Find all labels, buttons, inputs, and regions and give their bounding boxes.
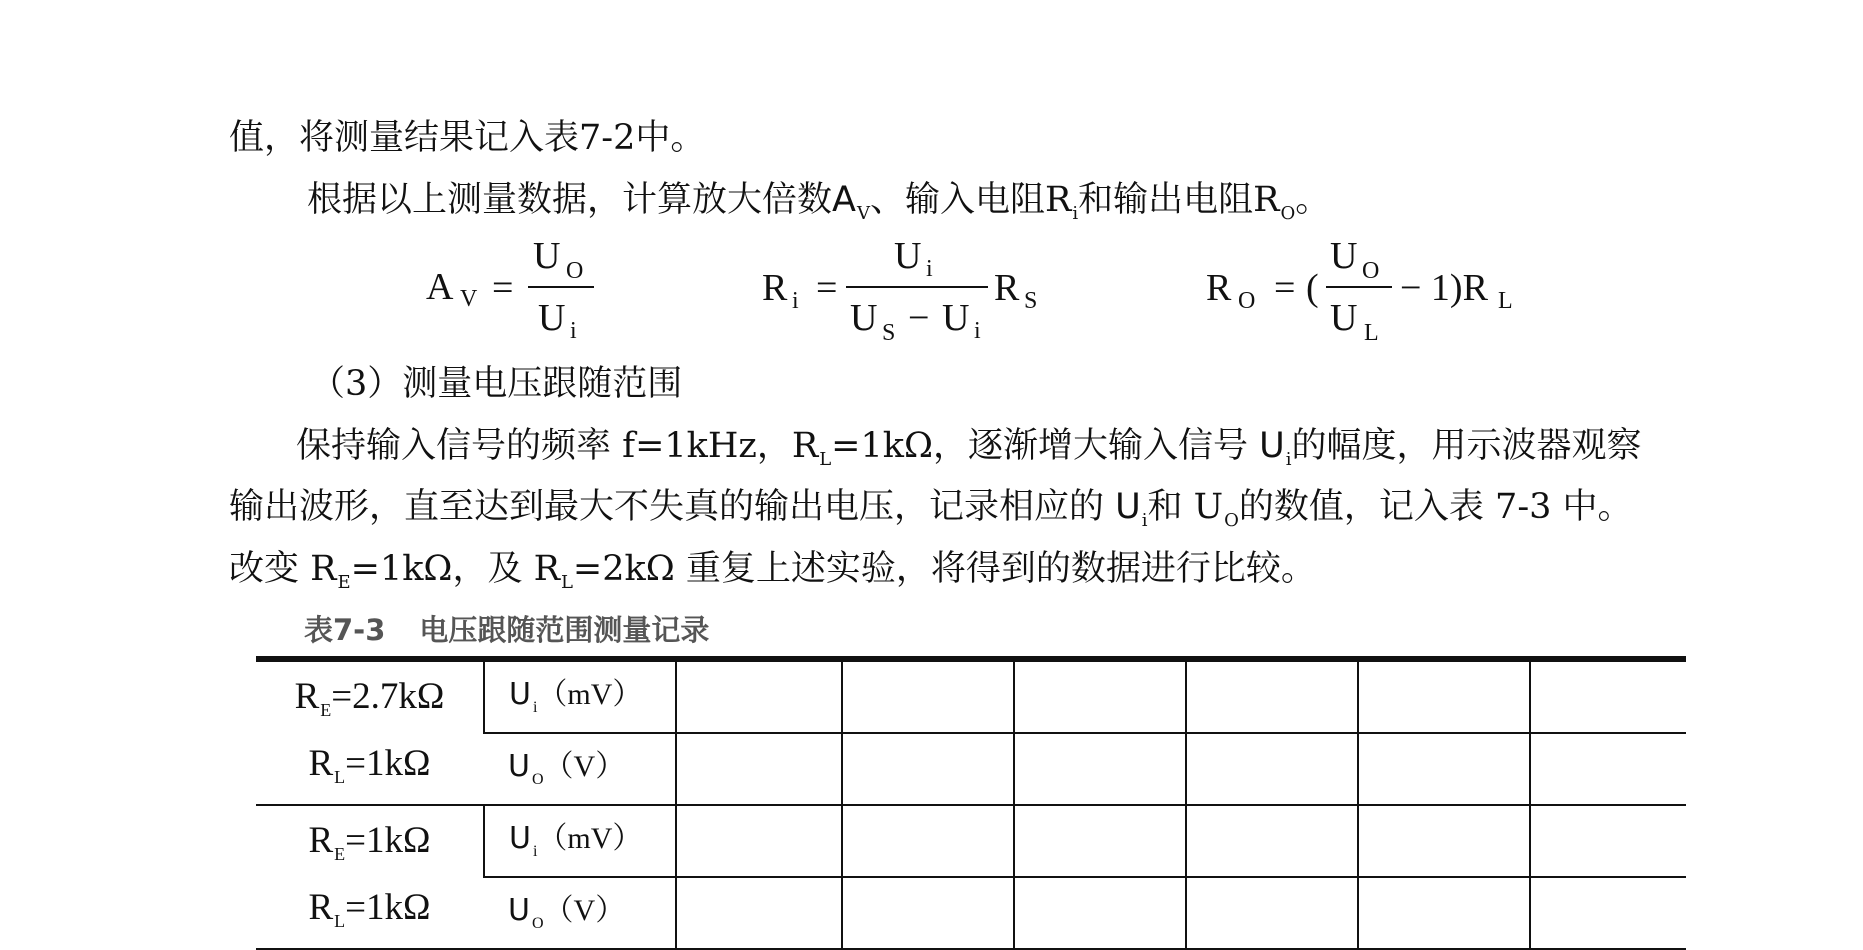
formula-ro-equals: = <box>1274 267 1296 309</box>
formula-ri-lhs-sub: i <box>792 288 799 314</box>
quantity-label-ui-1: U $_i$（mV） <box>484 659 676 733</box>
re-subscript: E <box>337 572 351 593</box>
text-line-6b: =1kΩ，及 R <box>350 549 560 589</box>
formula-gain-equals: = <box>492 267 514 309</box>
data-cell[interactable] <box>842 659 1014 733</box>
text-line-5a: 输出波形，直至达到最大不失真的输出电压，记录相应的 <box>229 487 1116 527</box>
data-cell[interactable] <box>1530 733 1686 805</box>
text-line-5c: 的数值，记入表 7-3 中。 <box>1238 487 1633 527</box>
data-cell[interactable] <box>676 733 842 805</box>
data-cell[interactable] <box>1358 659 1530 733</box>
data-cell[interactable] <box>842 733 1014 805</box>
data-cell[interactable] <box>1530 805 1686 877</box>
ui-subscript-2: i <box>1141 510 1148 531</box>
data-cell[interactable] <box>842 877 1014 949</box>
formula-ro-numerator-sub: O <box>1362 258 1380 284</box>
rl-subscript-2: L <box>560 572 573 593</box>
text-line-2b: 、输入电阻R <box>869 180 1072 220</box>
formula-ri-denominator-us: U <box>850 297 878 339</box>
formula-gain-denominator: U <box>538 297 566 339</box>
formula-ro-denominator-sub: L <box>1364 320 1379 346</box>
table-number: 表7-3 <box>304 613 386 647</box>
text-line-2a: 根据以上测量数据，计算放大倍数 <box>307 180 833 220</box>
measurement-table-container <box>256 656 1686 932</box>
data-cell[interactable] <box>1186 805 1358 877</box>
formula-ri-denominator-ui-sub: i <box>974 318 981 344</box>
text-line-2d: 。 <box>1295 180 1331 220</box>
ui-symbol-2: U <box>1115 487 1141 527</box>
data-cell[interactable] <box>1186 659 1358 733</box>
formula-ro-numerator: U <box>1330 235 1358 277</box>
quantity-label-uo-1: U $_O$（V） <box>484 733 676 805</box>
formula-ri-rs-sub: S <box>1024 288 1038 314</box>
paragraph-line-6 <box>229 547 1316 597</box>
formula-ri-denominator-ui: U <box>942 297 970 339</box>
data-cell[interactable] <box>676 659 842 733</box>
formula-gain-lhs-sub: V <box>460 286 478 312</box>
measurement-table <box>256 656 1686 950</box>
av-subscript: V <box>856 203 870 224</box>
data-cell[interactable] <box>842 805 1014 877</box>
data-cell[interactable] <box>1014 805 1186 877</box>
text-line-4c: 的幅度，用示波器观察 <box>1291 426 1642 466</box>
data-cell[interactable] <box>1014 877 1186 949</box>
text-line-5b: 和 U <box>1147 487 1224 527</box>
text-line-6c: =2kΩ 重复上述实验，将得到的数据进行比较。 <box>572 549 1316 589</box>
formula-ro-open-paren: ( <box>1306 267 1319 309</box>
table-caption <box>304 608 709 649</box>
formula-gain-numerator-sub: O <box>566 258 584 284</box>
formula-ro-tail-sub: L <box>1498 288 1513 314</box>
formula-gain-denominator-sub: i <box>570 318 577 344</box>
data-cell[interactable] <box>1530 659 1686 733</box>
formula-ri-rs: R <box>994 267 1020 309</box>
table-title: 电压跟随范围测量记录 <box>419 613 710 647</box>
formula-ri-equals: = <box>816 267 838 309</box>
data-cell[interactable] <box>1358 805 1530 877</box>
av-symbol: A <box>832 180 856 220</box>
condition-rl-1: $R_L=1k\Omega$ <box>308 743 431 787</box>
data-cell[interactable] <box>676 805 842 877</box>
quantity-label-uo-2: U $_O$（V） <box>484 877 676 949</box>
quantity-label-ui-2: U $_i$（mV） <box>484 805 676 877</box>
text-line-4b: =1kΩ，逐渐增大输入信号 <box>831 426 1260 466</box>
condition-cell-1 <box>256 659 484 805</box>
formula-ri-numerator: U <box>894 235 922 277</box>
data-cell[interactable] <box>1186 733 1358 805</box>
formula-ro-tail: − 1)R <box>1400 267 1488 309</box>
formula-ri-numerator-sub: i <box>926 256 933 282</box>
formula-ri-lhs: R <box>762 267 788 309</box>
condition-cell-2 <box>256 805 484 949</box>
text-line-2c: 和输出电阻R <box>1078 180 1280 220</box>
text-line-4a: 保持输入信号的频率 f=1kHz，R <box>296 426 819 466</box>
section-heading-3 <box>310 362 682 407</box>
condition-re-1: $R_E=2.7k\Omega$ <box>294 676 445 720</box>
formula-gain-lhs: A <box>426 266 454 308</box>
formula-ro-fraction-bar <box>1326 286 1392 288</box>
ro-subscript: O <box>1280 203 1296 224</box>
paragraph-line-5 <box>229 485 1633 535</box>
formula-output-resistance <box>0 0 1863 360</box>
data-cell[interactable] <box>1014 659 1186 733</box>
table-row <box>256 805 1686 877</box>
table-row <box>256 659 1686 733</box>
data-cell[interactable] <box>676 877 842 949</box>
formula-ro-denominator: U <box>1330 297 1358 339</box>
data-cell[interactable] <box>1530 877 1686 949</box>
data-cell[interactable] <box>1014 733 1186 805</box>
uo-subscript: O <box>1224 510 1239 531</box>
ui-subscript-1: i <box>1285 449 1292 470</box>
data-cell[interactable] <box>1358 733 1530 805</box>
paragraph-line-4 <box>296 424 1642 474</box>
text-line-6a: 改变 R <box>229 549 337 589</box>
formula-ri-denominator-minus: − <box>908 297 930 339</box>
text-line-1: 值，将测量结果记入表7-2中。 <box>229 118 706 158</box>
formula-gain-numerator: U <box>533 235 561 277</box>
ui-symbol-1: U <box>1259 426 1285 466</box>
data-cell[interactable] <box>1186 877 1358 949</box>
ri-subscript: i <box>1072 203 1079 224</box>
rl-subscript-1: L <box>819 449 832 470</box>
condition-rl-2: $R_L=1k\Omega$ <box>308 887 431 931</box>
section-heading-text: （3）测量电压跟随范围 <box>310 364 683 404</box>
formula-ro-lhs-sub: O <box>1238 288 1256 314</box>
data-cell[interactable] <box>1358 877 1530 949</box>
formula-ro-lhs: R <box>1206 267 1232 309</box>
formula-ri-denominator-us-sub: S <box>882 320 896 346</box>
condition-re-2: $R_E=1k\Omega$ <box>308 820 431 864</box>
